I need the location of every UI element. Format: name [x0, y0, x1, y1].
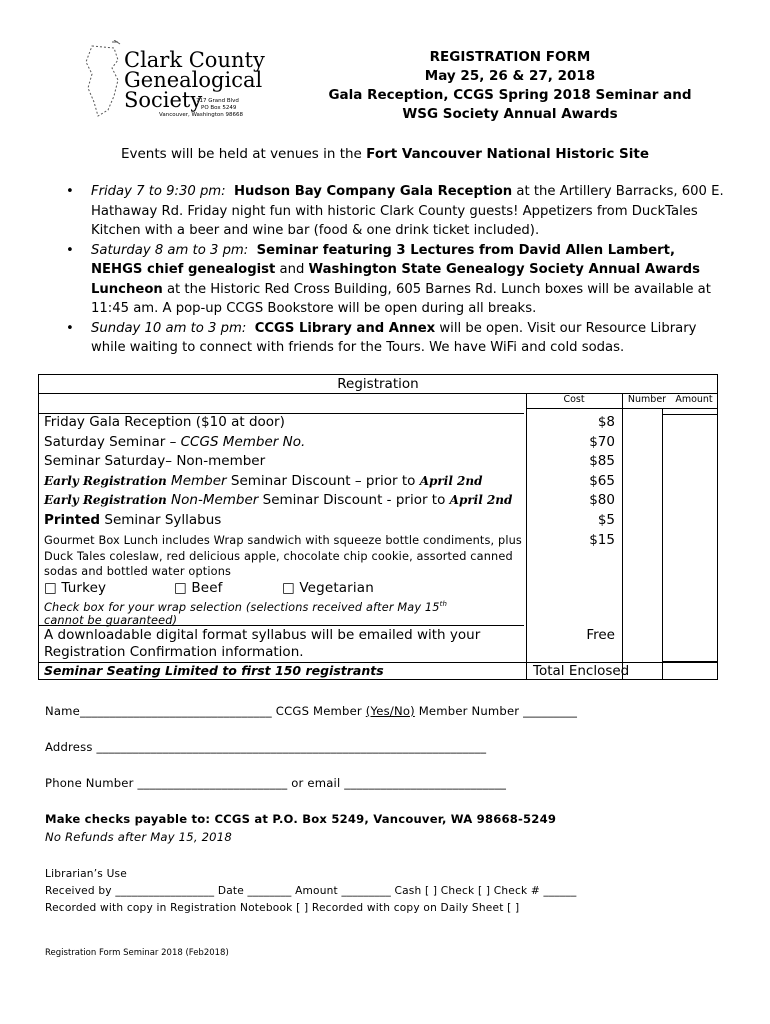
- recorded-line: Recorded with copy in Registration Notebook [ ] Recorded with copy on Daily Sheet [ ]: [45, 902, 520, 914]
- deadline-label: April 2nd: [419, 474, 483, 488]
- early-registration-label: Early Registration: [44, 474, 167, 488]
- early-nonmember-cost: $80: [589, 492, 615, 508]
- logo-line-2: Genealogical: [124, 68, 263, 92]
- sunday-details: will be open. Visit our Resource Library while waiting to connect with friends for the Tours. We have WiFi and cold sodas.: [91, 320, 697, 355]
- logo-address-3: Vancouver, Washington 98668: [159, 112, 244, 118]
- syllabus-label: Seminar Syllabus: [100, 512, 222, 528]
- gala-reception-row: Friday Gala Reception ($10 at door): [44, 414, 285, 430]
- deadline-label: April 2nd: [449, 493, 513, 507]
- washington-map-icon: [84, 40, 124, 126]
- digital-syllabus-row: A downloadable digital format syllabus will be emailed with your Registration Confirmation information.: [44, 627, 481, 660]
- footer-text: Registration Form Seminar 2018 (Feb2018): [45, 948, 229, 958]
- phone-email-field[interactable]: Phone Number _________________________ or email ___________________________: [45, 776, 507, 790]
- early-member-row: [44, 473, 483, 489]
- box-lunch-row: [44, 533, 524, 628]
- refund-policy: No Refunds after May 15, 2018: [45, 830, 232, 844]
- amount-entry-column[interactable]: [662, 414, 718, 662]
- member-number-label: CCGS Member No.: [180, 434, 306, 450]
- friday-time: Friday 7 to 9:30 pm: [91, 184, 222, 199]
- printed-syllabus-row: [44, 512, 221, 528]
- schedule-item-sunday: [66, 319, 726, 358]
- discount-label: Seminar Discount - prior to: [258, 492, 450, 508]
- early-member-cost: $65: [589, 473, 615, 489]
- gala-reception-cost: $8: [597, 414, 615, 430]
- early-nonmember-row: [44, 492, 512, 508]
- venue-intro: [0, 146, 770, 162]
- logo-line-1: Clark County: [124, 48, 265, 72]
- registration-table: [38, 374, 718, 680]
- sunday-event: CCGS Library and Annex: [254, 320, 436, 336]
- event-subtitle-2: WSG Society Annual Awards: [402, 106, 618, 122]
- table-column-divider: [622, 393, 623, 679]
- bullet-icon: •: [66, 320, 74, 336]
- member-yes-no: (Yes/No): [365, 704, 415, 718]
- seminar-member-cost: $70: [589, 434, 615, 450]
- turkey-checkbox[interactable]: □ Turkey: [44, 579, 107, 596]
- number-column-header: Number: [627, 394, 667, 405]
- bullet-icon: •: [66, 242, 74, 258]
- seminar-nonmember-row: Seminar Saturday– Non-member: [44, 453, 266, 469]
- amount-column-header: Amount: [675, 394, 713, 405]
- form-title-block: [300, 48, 720, 124]
- saturday-event: Seminar featuring 3 Lectures from David Allen Lambert, NEHGS chief genealogist: [91, 242, 675, 277]
- nonmember-label: Non-Member: [166, 492, 259, 508]
- received-by-line: Received by __________________ Date ________ Amount _________ Cash [ ] Check [ ] Check # ______: [45, 885, 577, 897]
- wrap-note-text: Check box for your wrap selection (selections received after May 15: [44, 600, 440, 614]
- logo-address-2: PO Box 5249: [201, 105, 237, 111]
- seating-limit-note: Seminar Seating Limited to first 150 registrants: [44, 663, 384, 678]
- printed-syllabus-cost: $5: [597, 512, 615, 528]
- friday-details: at the Artillery Barracks, 600 E. Hathaway Rd. Friday night fun with historic Clark County guests! Appetizers from DuckTales Kitchen with a beer and wine bar (food & one drink ticket included).: [91, 184, 724, 238]
- friday-event: Hudson Bay Company Gala Reception: [234, 184, 513, 199]
- schedule-item-friday: [66, 182, 726, 241]
- wrap-options: [44, 580, 524, 597]
- registration-heading: Registration: [337, 376, 419, 392]
- seminar-member-label: Saturday Seminar –: [44, 434, 181, 450]
- name-field[interactable]: [45, 704, 577, 718]
- table-rule: [39, 625, 524, 626]
- vegetarian-checkbox[interactable]: □ Vegetarian: [282, 579, 374, 596]
- friday-time-separator: :: [221, 184, 226, 199]
- wrap-note-guarantee: cannot be guaranteed): [44, 614, 178, 628]
- wrap-note-superscript: th: [439, 599, 448, 608]
- schedule-item-saturday: [66, 241, 726, 319]
- saturday-awards: Washington State Genealogy Society Annual Awards Luncheon: [91, 262, 700, 297]
- box-lunch-cost: $15: [589, 532, 615, 548]
- checks-payable: Make checks payable to: CCGS at P.O. Box 5249, Vancouver, WA 98668-5249: [45, 812, 557, 826]
- logo-address-1: 717 Grand Blvd: [196, 98, 239, 104]
- event-subtitle-1: Gala Reception, CCGS Spring 2018 Seminar and: [328, 87, 692, 103]
- cost-column-header: Cost: [563, 394, 585, 405]
- printed-label: Printed: [44, 512, 101, 528]
- saturday-and: and: [275, 262, 309, 277]
- event-dates: May 25, 26 & 27, 2018: [424, 68, 596, 84]
- address-field[interactable]: Address _________________________________________________________________: [45, 740, 487, 754]
- bullet-icon: •: [66, 184, 74, 199]
- logo-line-3: Society: [124, 88, 203, 112]
- digital-syllabus-cost: Free: [586, 627, 615, 643]
- seminar-member-row: [44, 434, 305, 450]
- event-schedule: [66, 182, 726, 358]
- seminar-nonmember-cost: $85: [589, 453, 615, 469]
- venue-name: Fort Vancouver National Historic Site: [366, 146, 649, 162]
- venue-intro-text: Events will be held at venues in the: [120, 146, 367, 162]
- box-lunch-description: Gourmet Box Lunch includes Wrap sandwich with squeeze bottle condiments, plus Duck Tales coleslaw, red delicious apple, chocolate chip cookie, assorted canned sodas and bottled water options: [44, 534, 522, 578]
- librarian-use-title: Librarian’s Use: [45, 868, 127, 880]
- wrap-selection-note: [44, 597, 524, 629]
- beef-checkbox[interactable]: □ Beef: [174, 579, 223, 596]
- saturday-time: Saturday 8 am to 3 pm:: [91, 242, 249, 258]
- discount-label: Seminar Discount – prior to: [226, 473, 420, 489]
- society-logo: [84, 40, 265, 126]
- form-title: REGISTRATION FORM: [429, 49, 591, 65]
- member-label: Member: [166, 473, 227, 489]
- member-number-field: Member Number _________: [414, 704, 578, 718]
- name-label: Name________________________________ CCGS Member: [45, 704, 366, 718]
- sunday-time: Sunday 10 am to 3 pm:: [91, 320, 247, 336]
- saturday-details: at the Historic Red Cross Building, 605 Barnes Rd. Lunch boxes will be available at 11:45 am. A pop-up CCGS Bookstore will be open during all breaks.: [91, 281, 711, 316]
- table-rule: [526, 408, 717, 409]
- early-registration-label: Early Registration: [44, 493, 167, 507]
- total-enclosed-label: Total Enclosed: [533, 663, 630, 679]
